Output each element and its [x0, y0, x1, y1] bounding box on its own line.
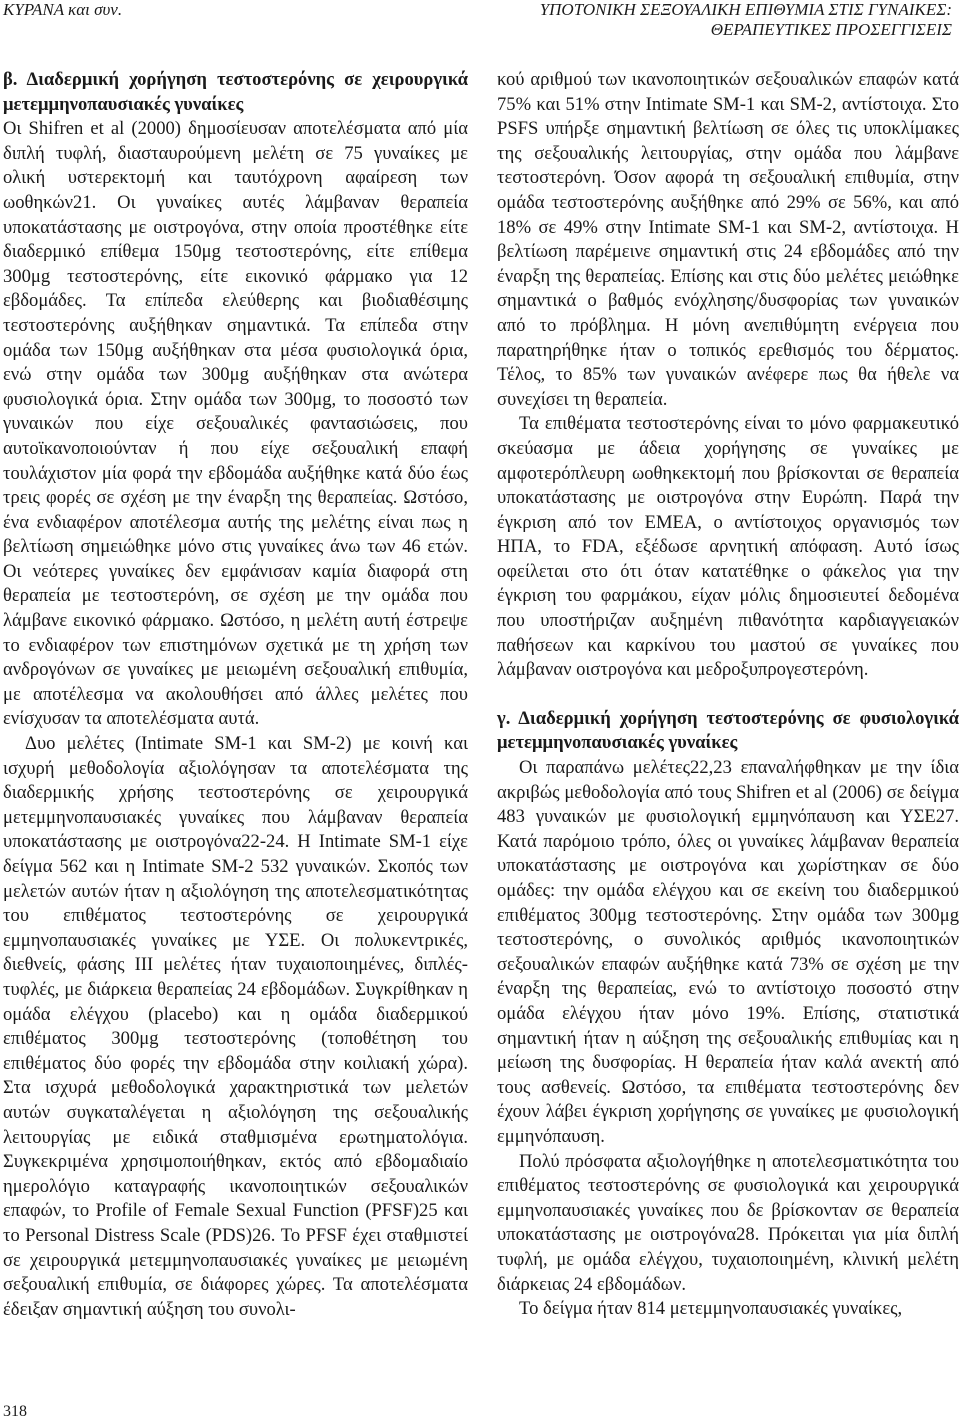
right-paragraph-3: Οι παραπάνω μελέτες22,23 επαναλήφθηκαν με την ίδια ακριβώς μεθοδολογία από τους Shifren et al (2006) σε δείγμα 483 γυναικών με φυσιολογική εμμηνόπαυση και ΥΣΕ27. Κατά παρόμοιο τρόπο, όλες οι γυναίκες λάμβαναν θεραπεία υποκατάστασης με οιστρογόνα και χωρίστηκαν σε δύο ομάδες: την ομάδα ελέγχου και σε εκείνη του διαδερμικού επιθέματος 300μg τεστοστερόνης. Στην ομάδα των 300μg τεστοστερόνης, ο συνολικός αριθμός ικανοποιητικών σεξουαλικών επαφών αυξήθηκε κατά 73% σε σχέση με την έναρξη της θεραπείας, ενώ το αντίστοιχο ποσοστό στην ομάδα ελέγχου ήταν μόνο 19%. Επίσης, στατιστικά σημαντική ήταν η αύξηση της σεξουαλικής επιθυμίας και η μείωση της δυσφορίας. Η θεραπεία ήταν καλά ανεκτή από τους ασθενείς. Ωστόσο, τα επιθέματα τεστοστερόνης δεν έχουν λάβει έγκριση χορήγησης σε γυναίκες με φυσιολογική εμμηνόπαυση.	[497, 757, 959, 1147]
running-header-title-line1: ΥΠΟΤΟΝΙΚΗ ΣΕΞΟΥΑΛΙΚΗ ΕΠΙΘΥΜΙΑ ΣΤΙΣ ΓΥΝΑΙΚΕΣ:	[539, 0, 952, 19]
left-column	[3, 68, 468, 1322]
running-header-title	[392, 0, 952, 40]
left-paragraph-2: Δυο μελέτες (Intimate SM-1 και SM-2) με κοινή και ισχυρή μεθοδολογία αξιολόγησαν τα αποτελέσματα της διαδερμικής χρήσης τεστοστερόνης σε χειρουργικά μετεμμηνοπαυσιακές γυναίκες που λάμβαναν θεραπεία υποκατάστασης με οιστρογόνα22-24. Η Intimate SM-1 είχε δείγμα 562 και η Intimate SM-2 532 γυναικών. Σκοπός των μελετών αυτών ήταν η αξιολόγηση της αποτελεσματικότητας του επιθέματος τεστοστερόνης σε χειρουργικά εμμηνοπαυσιακές γυναίκες με ΥΣΕ. Οι πολυκεντρικές, διεθνείς, φάσης ΙΙΙ μελέτες ήταν τυχαιοποιημένες, διπλές-τυφλές, με διάρκεια θεραπείας 24 εβδομάδων. Συγκρίθηκαν η ομάδα ελέγχου (placebo) και η ομάδα διαδερμικού επιθέματος 300μg τεστοστερόνης (τοποθέτηση του επιθέματος δύο φορές την εβδομάδα στην κοιλιακή χώρα). Στα ισχυρά μεθοδολογικά χαρακτηριστικά των μελετών αυτών συγκαταλέγεται η αξιολόγηση της σεξουαλικής λειτουργίας με ειδικά σταθμισμένα ερωτηματολόγια. Συγκεκριμένα χρησιμοποιήθηκαν, εκτός από εβδομαδιαίο ημερολόγιο καταγραφής ικανοποιητικών σεξουαλικών επαφών, το Profile of Female Sexual Function (PFSF)25 και το Personal Distress Scale (PDS)26. Το PFSF έχει σταθμιστεί σε χειρουργικά μετεμμηνοπαυσιακές γυναίκες με μειωμένη σεξουαλική επιθυμία, σε διάφορες χώρες. Τα αποτελέσματα έδειξαν σημαντική αύξηση του συνολι-	[3, 733, 468, 1320]
running-header-title-line2: ΘΕΡΑΠΕΥΤΙΚΕΣ ΠΡΟΣΕΓΓΙΣΕΙΣ	[710, 20, 952, 39]
right-paragraph-5: Το δείγμα ήταν 814 μετεμμηνοπαυσιακές γυναίκες,	[519, 1298, 903, 1320]
section-heading-c: γ. Διαδερμική χορήγηση τεστοστερόνης σε φυσιολογικά μετεμμηνοπαυσιακές γυναίκες	[497, 707, 959, 754]
right-paragraph-1: κού αριθμού των ικανοποιητικών σεξουαλικών επαφών κατά 75% και 51% στην Intimate SM-1 και SM-2, αντίστοιχα. Στο PSFS υπήρξε σημαντική βελτίωση σε όλες τις υποκλίμακες της σεξουαλικής λειτουργίας, στην ομάδα που λάμβανε τεστοστερόνη. Όσον αφορά τη σεξουαλική επιθυμία, στην ομάδα τεστοστερόνης αυξήθηκε από 29% σε 56%, και από 18% σε 49% στην Intimate SM-1 και SM-2, αντίστοιχα. Η βελτίωση παρέμεινε σημαντική στις 24 εβδομάδες από την έναρξη της θεραπείας. Επίσης και στις δύο μελέτες μειώθηκε σημαντικά ο βαθμός ενόχλησης/δυσφορίας των γυναικών από το πρόβλημα. Η μόνη ανεπιθύμητη ενέργεια που παρατηρήθηκε ήταν ο τοπικός ερεθισμός του δέρματος. Τέλος, το 85% των γυναικών ανέφερε πως θα ήθελε να συνεχίσει τη θεραπεία.	[497, 69, 959, 410]
right-paragraph-2: Τα επιθέματα τεστοστερόνης είναι το μόνο φαρμακευτικό σκεύασμα με άδεια χορήγησης σε γυναίκες με αμφοτερόπλευρη ωοθηκεκτομή που βρίσκονται σε θεραπεία υποκατάστασης με οιστρογόνα στην Ευρώπη. Παρά την έγκριση από τον ΕΜΕΑ, ο αντίστοιχος οργανισμός των ΗΠΑ, το FDA, εξέδωσε αρνητική απόφαση. Αυτό ίσως οφείλεται στο ότι όταν κατατέθηκε ο φάκελος για την έγκριση του φαρμάκου, είχαν μόλις δημοσιευτεί δεδομένα που υποστήριζαν αυξημένη πιθανότητα καρδιαγγειακών παθήσεων και καρκίνου του μαστού σε γυναίκες που λάμβαναν οιστρογόνα και μεδροξυπρογεστερόνη.	[497, 413, 959, 681]
page-number: 318	[3, 1403, 27, 1420]
section-heading-b: β. Διαδερμική χορήγηση τεστοστερόνης σε χειρουργικά μετεμμηνοπαυσιακές γυναίκες	[3, 69, 468, 115]
running-header-authors: ΚΥΡΑΝΑ και συν.	[3, 0, 123, 19]
right-paragraph-4: Πολύ πρόσφατα αξιολογήθηκε η αποτελεσματικότητα του επιθέματος τεστοστερόνης σε φυσιολογικά και χειρουργικά εμμηνοπαυσιακές γυναίκες που δε βρίσκονταν σε θεραπεία υποκατάστασης με οιστρογόνα28. Πρόκειται για μία διπλή τυφλή, με ομάδα ελέγχου, τυχαιοποιημένη, κλινική μελέτη διάρκειας 24 εβδομάδων.	[497, 1150, 959, 1295]
right-column	[497, 68, 959, 1322]
left-paragraph-1: Οι Shifren et al (2000) δημοσίευσαν αποτελέσματα από μία διπλή τυφλή, διασταυρούμενη μελέτη σε 75 γυναίκες με ολική υστερεκτομή και ταυτόχρονη αφαίρεση των ωοθηκών21. Οι γυναίκες αυτές λάμβαναν θεραπεία υποκατάστασης με οιστρογόνα, στην οποία προστέθηκε είτε διαδερμικό επίθεμα 150μg τεστοστερόνης, είτε επίθεμα 300μg τεστοστερόνης, είτε εικονικό φάρμακο για 12 εβδομάδες. Τα επίπεδα ελεύθερης και βιοδιαθέσιμης τεστοστερόνης αυξήθηκαν σημαντικά. Τα επίπεδα στην ομάδα των 150μg αυξήθηκαν στα μέσα φυσιολογικά όρια, ενώ στην ομάδα των 300μg αυξήθηκαν στα ανώτερα φυσιολογικά όρια. Στην ομάδα των 300μg, το ποσοστό των γυναικών που είχε σεξουαλικές φαντασιώσεις, που αυτοϊκανοποιούνταν ή που είχε σεξουαλική επαφή τουλάχιστον μία φορά την εβδομάδα αυξήθηκε κατά δύο έως τρεις φορές σε σχέση με την έναρξη της θεραπείας. Ωστόσο, ένα ενδιαφέρον αποτέλεσμα αυτής της μελέτης είναι πως η βελτίωση σημειώθηκε μόνο στις γυναίκες άνω των 46 ετών. Οι νεότερες γυναίκες δεν εμφάνισαν καμία διαφορά στη θεραπεία με τεστοστερόνη, σε σχέση με την ομάδα που λάμβανε εικονικό φάρμακο. Ωστόσο, η μελέτη αυτή έστρεψε το ενδιαφέρον των επιστημόνων σχετικά με τη χρήση των ανδρογόνων σε γυναίκες με μειωμένη σεξουαλική επιθυμία, με αποτέλεσμα να ακολουθήσει από άλλες μελέτες που ενίσχυσαν τα αποτελέσματα αυτά.	[3, 118, 468, 730]
